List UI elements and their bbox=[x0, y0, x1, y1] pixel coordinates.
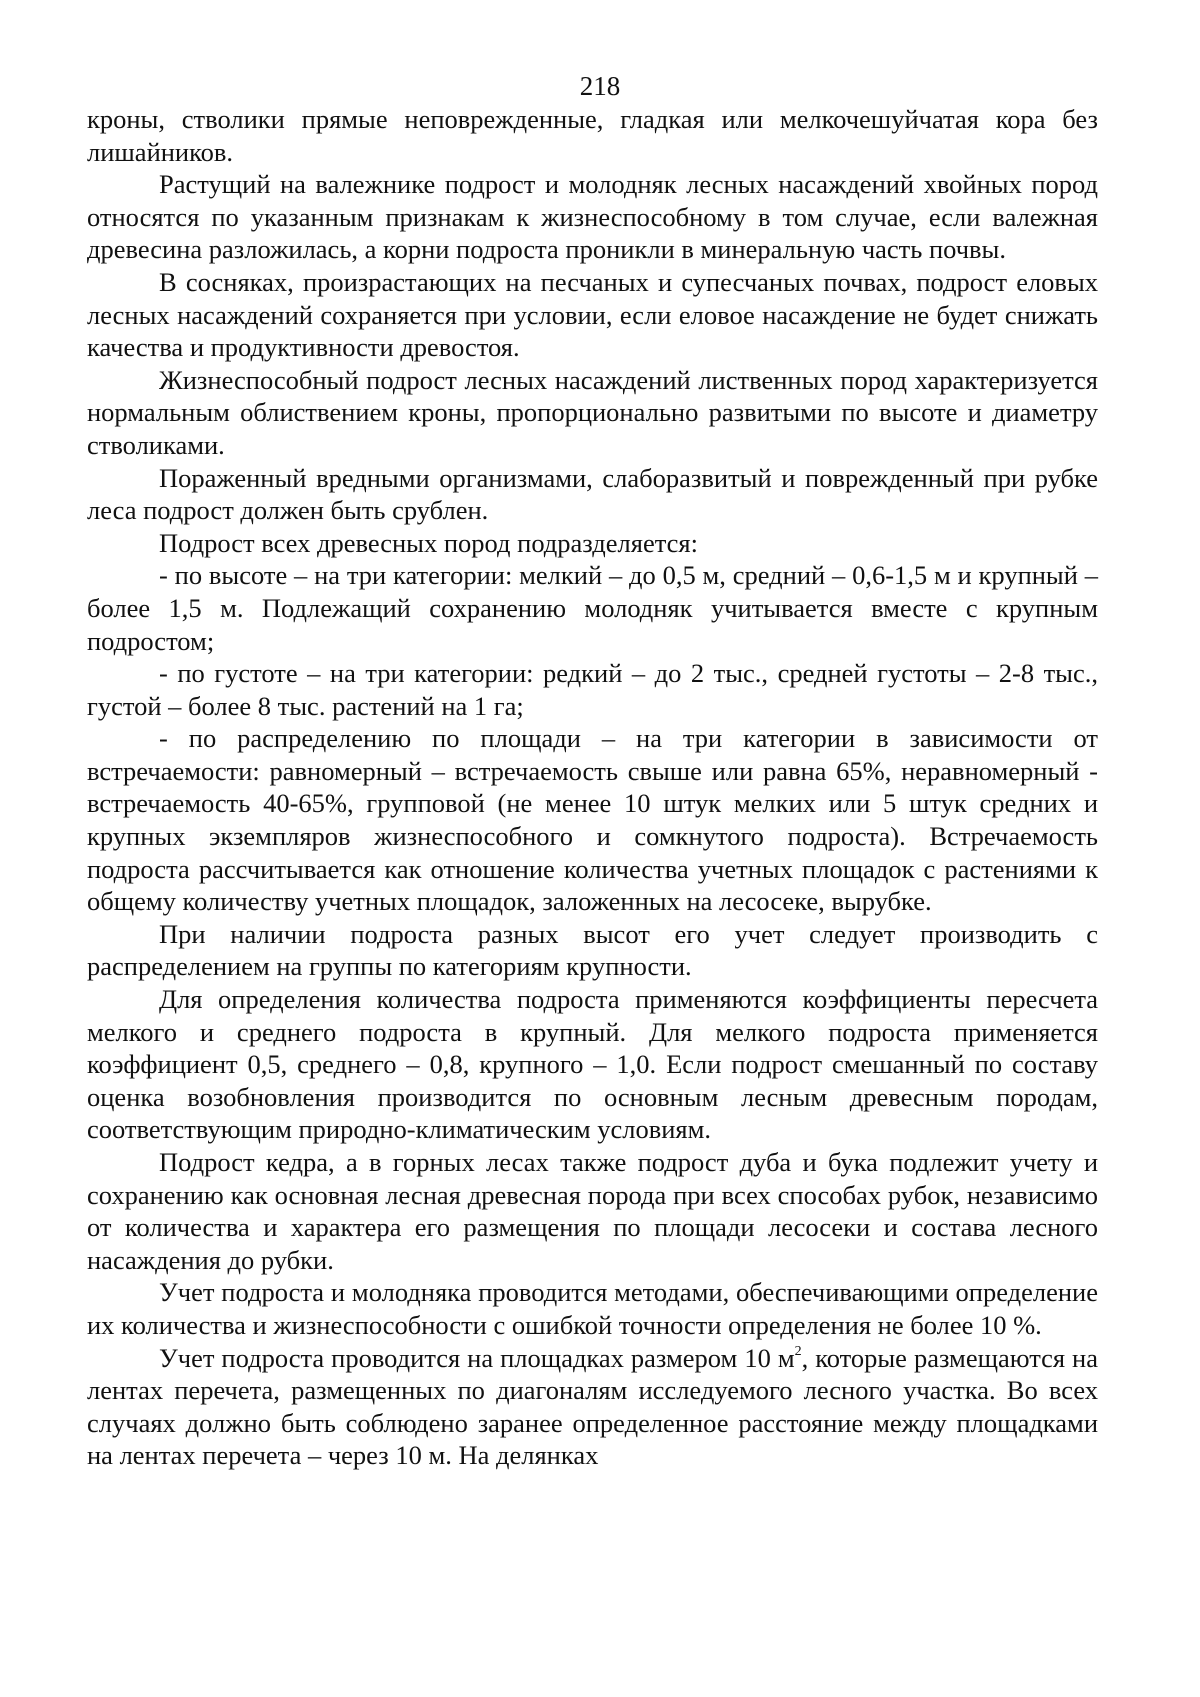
paragraph-4: Жизнеспособный подрост лесных насаждений лиственных пород характеризуется нормальным облиствением кроны, пропорционально развитыми по высоте и диаметру стволиками. bbox=[87, 364, 1098, 460]
list-item-height: - по высоте – на три категории: мелкий – до 0,5 м, средний – 0,6-1,5 м и крупный – более 1,5 м. Подлежащий сохранению молодняк учитывается вместе с крупным подростом; bbox=[87, 560, 1098, 656]
paragraph-5: Пораженный вредными организмами, слаборазвитый и поврежденный при рубке леса подрост должен быть срублен. bbox=[87, 462, 1098, 526]
paragraph-14-start: Учет подроста проводится на площадках размером 10 м bbox=[159, 1342, 795, 1373]
list-item-density: - по густоте – на три категории: редкий – до 2 тыс., средней густоты – 2-8 тыс., густой – более 8 тыс. растений на 1 га; bbox=[87, 658, 1098, 721]
paragraph-10: При наличии подроста разных высот его учет следует производить с распределением на группы по категориям крупности. bbox=[87, 918, 1098, 982]
paragraph-11: Для определения количества подроста применяются коэффициенты пересчета мелкого и среднего подроста в крупный. Для мелкого подроста применяется коэффициент 0,5, среднего – 0,8, крупного – 1,0. Если подрост смешанный по составу оценка возобновления производится по основным лесным древесным породам, соответствующим природно-климатическим условиям. bbox=[87, 984, 1098, 1145]
list-item-distribution: - по распределению по площади – на три категории в зависимости от встречаемости: равномерный – встречаемость свыше или равна 65%, неравномерный - встречаемость 40-65%, групповой (не менее 10 штук мелких или 5 штук средних и крупных экземпляров жизнеспособного и сомкнутого подроста). Встречаемость подроста рассчитывается как отношение количества учетных площадок с растениями к общему количеству учетных площадок, заложенных на лесосеке, вырубке. bbox=[87, 723, 1098, 917]
page-number: 218 bbox=[579, 71, 621, 101]
paragraph-12: Подрост кедра, а в горных лесах также подрост дуба и бука подлежит учету и сохранению как основная лесная древесная порода при всех способах рубок, независимо от количества и характера его размещения по площади лесосеки и состава лесного насаждения до рубки. bbox=[87, 1147, 1098, 1275]
superscript-2: 2 bbox=[794, 1343, 802, 1359]
paragraph-14-end: , которые размещаются на лентах перечета, размещенных по диагоналям исследуемого лесного участка. Во всех случаях должно быть соблюдено заранее определенное расстояние между площадками на лентах перечета – через 10 м. На делянках bbox=[87, 1342, 1098, 1471]
paragraph-6: Подрост всех древесных пород подразделяется: bbox=[159, 527, 698, 558]
body-text bbox=[87, 103, 1098, 1472]
paragraph-1: кроны, стволики прямые неповрежденные, гладкая или мелкочешуйчатая кора без лишайников. bbox=[87, 104, 1098, 167]
paragraph-2: Растущий на валежнике подрост и молодняк лесных насаждений хвойных пород относятся по указанным признакам к жизнеспособному в том случае, если валежная древесина разложилась, а корни подроста проникли в минеральную часть почвы. bbox=[87, 169, 1098, 265]
paragraph-3: В сосняках, произрастающих на песчаных и супесчаных почвах, подрост еловых лесных насаждений сохраняется при условии, если еловое насаждение не будет снижать качества и продуктивности древостоя. bbox=[87, 266, 1098, 363]
paragraph-14 bbox=[87, 1342, 1098, 1472]
paragraph-13: Учет подроста и молодняка проводится методами, обеспечивающими определение их количества и жизнеспособности с ошибкой точности определения не более 10 %. bbox=[87, 1277, 1098, 1340]
